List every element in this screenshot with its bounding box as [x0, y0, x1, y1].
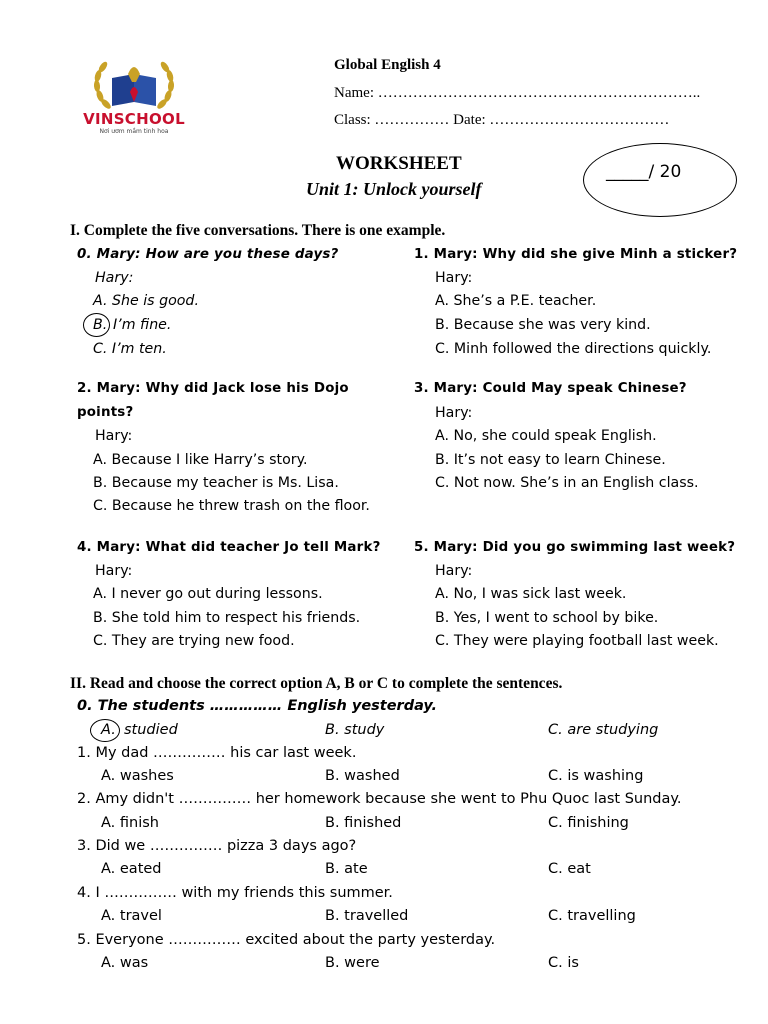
option-3c: C. Not now. She’s in an English class.: [435, 475, 699, 491]
option-0c: C. I’m ten.: [93, 341, 167, 357]
sentence-4: 4. I …………… with my friends this summer.: [77, 885, 393, 901]
choice-0b: B. study: [325, 722, 385, 738]
option-4c: C. They are trying new food.: [93, 633, 295, 649]
hary-label: Hary:: [95, 428, 133, 444]
option-3b: B. It’s not easy to learn Chinese.: [435, 452, 666, 468]
choice-4a: A. travel: [101, 908, 162, 924]
option-0b: I’m fine.: [113, 317, 172, 333]
option-1b: B. Because she was very kind.: [435, 317, 651, 333]
choice-2b: B. finished: [325, 815, 402, 831]
hary-label: Hary:: [95, 563, 133, 579]
option-5b: B. Yes, I went to school by bike.: [435, 610, 659, 626]
choice-1a: A. washes: [101, 768, 174, 784]
choice-0c: C. are studying: [548, 722, 659, 738]
option-2c: C. Because he threw trash on the floor.: [93, 498, 370, 514]
choice-3a: A. eated: [101, 861, 162, 877]
class-date-field-line: Class: …………… Date: ………………………………: [334, 112, 670, 128]
option-3a: A. No, she could speak English.: [435, 428, 657, 444]
choice-2c: C. finishing: [548, 815, 629, 831]
course-name: Global English 4: [334, 57, 441, 73]
choice-1c: C. is washing: [548, 768, 644, 784]
choice-0a: studied: [124, 722, 178, 738]
part1-heading: I. Complete the five conversations. There is one example.: [70, 222, 446, 239]
unit-title: Unit 1: Unlock yourself: [306, 179, 482, 199]
question-5: 5. Mary: Did you go swimming last week?: [414, 540, 736, 555]
option-0a: A. She is good.: [93, 293, 199, 309]
sentence-2: 2. Amy didn't …………… her homework because she went to Phu Quoc last Sunday.: [77, 791, 682, 807]
hary-label: Hary:: [95, 270, 134, 286]
option-2a: A. Because I like Harry’s story.: [93, 452, 308, 468]
score-box: _____/ 20: [606, 162, 682, 182]
school-logo: [78, 52, 190, 138]
hary-label: Hary:: [435, 563, 473, 579]
question-4: 4. Mary: What did teacher Jo tell Mark?: [77, 540, 381, 555]
option-4a: A. I never go out during lessons.: [93, 586, 323, 602]
option-5c: C. They were playing football last week.: [435, 633, 719, 649]
question-3: 3. Mary: Could May speak Chinese?: [414, 381, 687, 396]
choice-3b: B. ate: [325, 861, 368, 877]
option-0b-letter: B.: [93, 317, 108, 333]
sentence-1: 1. My dad …………… his car last week.: [77, 745, 357, 761]
choice-5c: C. is: [548, 955, 579, 971]
choice-3c: C. eat: [548, 861, 591, 877]
sentence-5: 5. Everyone …………… excited about the party yesterday.: [77, 932, 496, 948]
choice-2a: A. finish: [101, 815, 159, 831]
choice-4b: B. travelled: [325, 908, 409, 924]
choice-0a-letter: A.: [101, 722, 116, 738]
sentence-3: 3. Did we …………… pizza 3 days ago?: [77, 838, 357, 854]
option-4b: B. She told him to respect his friends.: [93, 610, 361, 626]
page-title: WORKSHEET: [336, 153, 462, 174]
name-field-line: Name: ………………………………………………………..: [334, 85, 701, 101]
question-2-cont: points?: [77, 405, 134, 420]
option-1a: A. She’s a P.E. teacher.: [435, 293, 597, 309]
option-2b: B. Because my teacher is Ms. Lisa.: [93, 475, 339, 491]
question-1: 1. Mary: Why did she give Minh a sticker?: [414, 247, 738, 262]
choice-5a: A. was: [101, 955, 149, 971]
part2-heading: II. Read and choose the correct option A, B or C to complete the sentences.: [70, 675, 563, 692]
question-0: 0. Mary: How are you these days?: [77, 247, 339, 262]
logo-tagline: Nơi ươm mầm tinh hoa: [99, 128, 169, 135]
option-1c: C. Minh followed the directions quickly.: [435, 341, 712, 357]
hary-label: Hary:: [435, 405, 473, 421]
choice-1b: B. washed: [325, 768, 400, 784]
logo-wordmark: VINSCHOOL: [83, 110, 185, 128]
question-2: 2. Mary: Why did Jack lose his Dojo: [77, 381, 349, 396]
choice-5b: B. were: [325, 955, 380, 971]
sentence-0: 0. The students …………… English yesterday.: [77, 698, 438, 714]
choice-4c: C. travelling: [548, 908, 636, 924]
hary-label: Hary:: [435, 270, 473, 286]
option-5a: A. No, I was sick last week.: [435, 586, 627, 602]
